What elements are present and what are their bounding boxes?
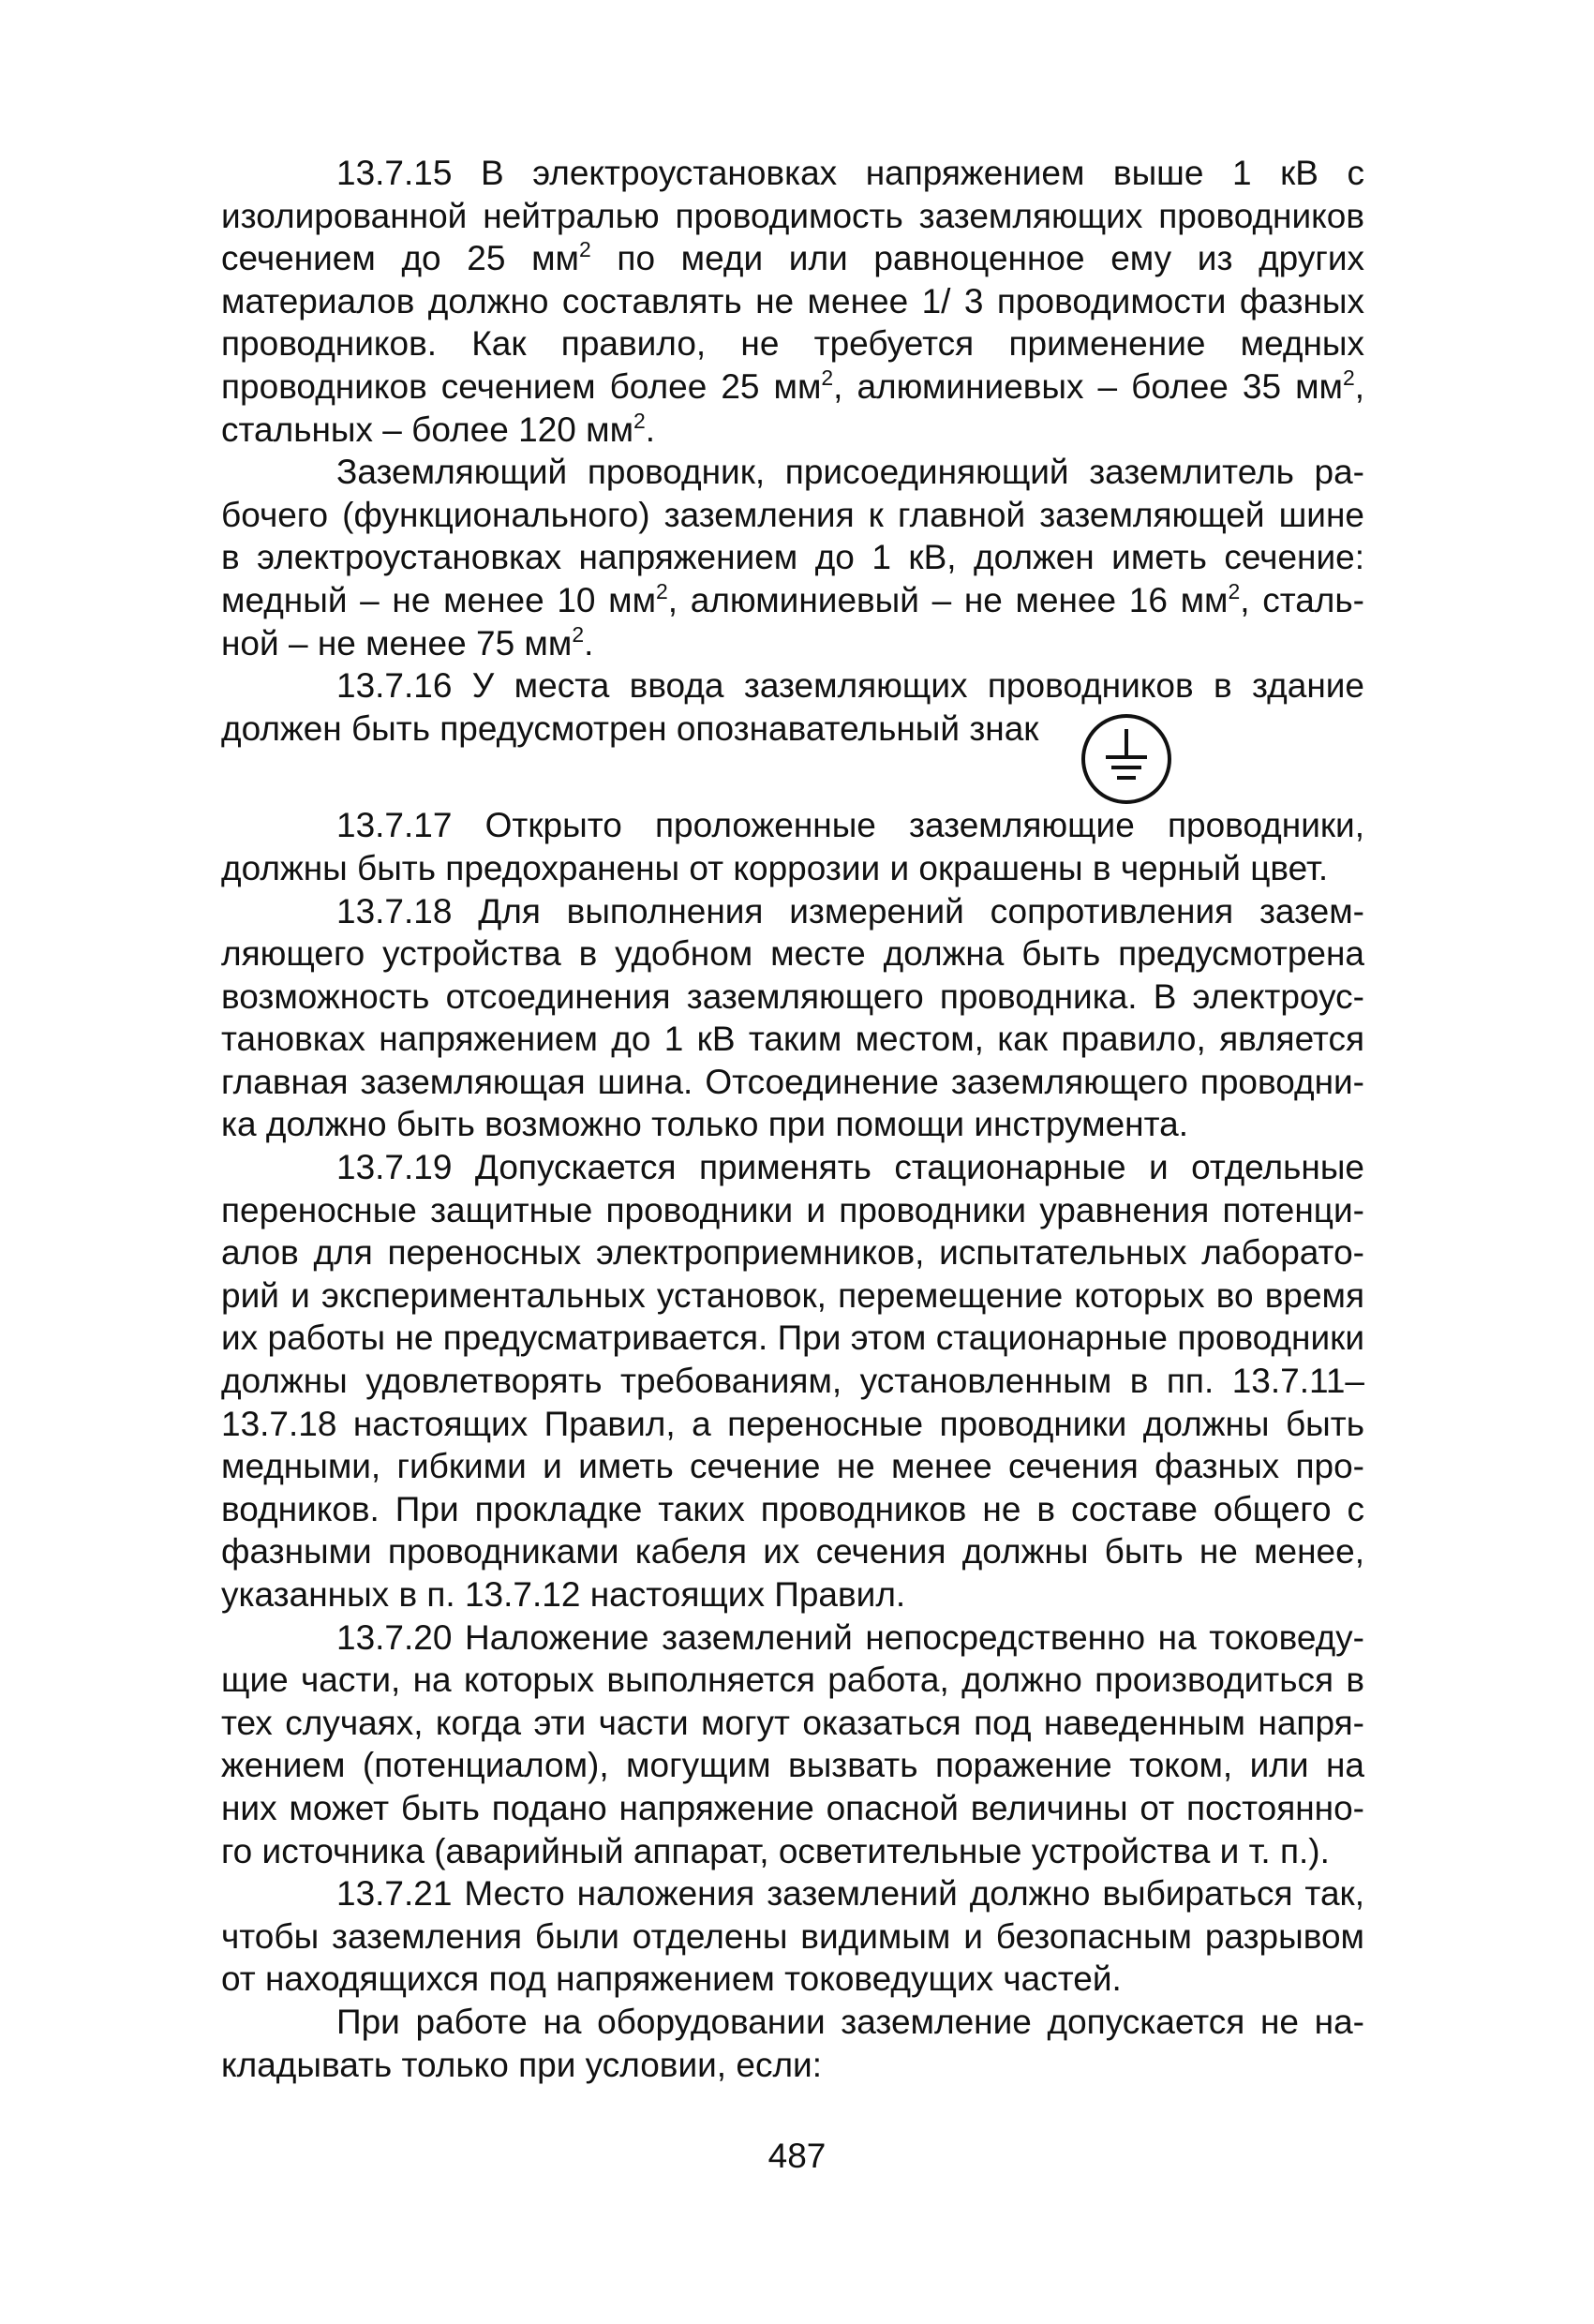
- paragraph-13-7-17: [221, 804, 1364, 889]
- superscript: 2: [578, 236, 591, 261]
- paragraph-13-7-18: [221, 890, 1364, 1147]
- paragraph-text: 13.7.17 Открыто проложенные заземляющие проводники, должны быть предохранены от коррозии и окрашены в черный цвет.: [221, 806, 1364, 887]
- paragraph-text: , алюминиевый – не менее 16 мм: [667, 580, 1229, 619]
- paragraph-13-7-20: [221, 1616, 1364, 1873]
- superscript: 2: [656, 578, 668, 603]
- paragraph-text: , стальной – не менее 75 мм: [221, 580, 1364, 663]
- superscript: 2: [572, 621, 585, 647]
- paragraph-text: 13.7.20 Наложение заземлений непосредственно на токоведущие части, на которых выполняется работа, должно производиться в тех случаях, когда эти части могут оказаться под наведенным напряжением (потенциалом), могущим вызвать поражение током, или на них может быть подано напряжение опасной величины от постоянного источника (аварийный аппарат, осветительные устройства и т. п.).: [221, 1617, 1364, 1870]
- paragraph-text: 13.7.21 Место наложения заземлений должно выбираться так, чтобы заземления были отделены видимым и безопасным разрывом от находящихся под напряжением токоведущих частей.: [221, 1874, 1364, 1999]
- superscript: 2: [821, 365, 834, 390]
- symbol-spacing: [221, 750, 1364, 804]
- paragraph-text: При работе на оборудовании заземление допускается не накладывать только при условии, если:: [221, 2002, 1364, 2084]
- paragraph-text: 13.7.19 Допускается применять стационарные и отдельные переносные защитные проводники и проводники уравнения потенциалов для переносных электроприемников, испытательных лабораторий и экспериментальных установок, перемещение которых во время их работы не предусматривается. При этом стационарные проводники должны удовлетворять требованиям, установленным в пп. 13.7.11–13.7.18 настоящих Правил, а переносные проводники должны быть медными, гибкими и иметь сечение не менее сечения фазных проводников. При прокладке таких проводников не в составе общего с фазными проводниками кабеля их сечения должны быть не менее, указанных в п. 13.7.12 настоящих Правил.: [221, 1148, 1364, 1614]
- superscript: 2: [1228, 578, 1241, 603]
- superscript: 2: [633, 408, 646, 433]
- paragraph-equipment-work: [221, 2001, 1364, 2086]
- paragraph-13-7-21: [221, 1872, 1364, 2001]
- paragraph-13-7-15: [221, 152, 1364, 451]
- paragraph-text: 13.7.15 В электроустановках напряжением выше 1 кВ с изолированной нейтралью проводимость заземляющих проводников сечением до 25 мм: [221, 154, 1364, 278]
- protective-earth-symbol-icon: [1080, 712, 1173, 806]
- paragraph-13-7-19: [221, 1146, 1364, 1616]
- paragraph-text: .: [584, 623, 594, 663]
- paragraph-text: по меди или равноценное ему из других материалов должно составлять не менее 1/ 3 проводимости фазных проводников. Как правило, не требуется применение медных проводников сечением более 25 мм: [221, 239, 1364, 406]
- page-number: 487: [767, 2137, 827, 2175]
- paragraph-grounding-conductor: [221, 451, 1364, 664]
- paragraph-text: 13.7.18 Для выполнения измерений сопротивления заземляющего устройства в удобном месте должна быть предусмотрена возможность отсоединения заземляющего проводника. В электроустановках напряжением до 1 кВ таким местом, как правило, является главная заземляющая шина. Отсоединение заземляющего проводника должно быть возможно только при помощи инструмента.: [221, 891, 1364, 1144]
- paragraph-text: .: [645, 410, 656, 449]
- paragraph-text: , алюминиевых – более 35 мм: [833, 366, 1343, 406]
- superscript: 2: [1342, 365, 1355, 390]
- paragraph-text: 13.7.16 У места ввода заземляющих проводников в здание должен быть предусмотрен опознавательный знак: [221, 666, 1364, 748]
- document-body: [221, 152, 1364, 2086]
- paragraph-text: , стальных – более 120 мм: [221, 366, 1364, 449]
- paragraph-13-7-16: [221, 664, 1364, 750]
- paragraph-text: Заземляющий проводник, присоединяющий заземлитель рабочего (функционального) заземления к главной заземляющей шине в электроустановках напряжением до 1 кВ, должен иметь сечение: медный – не менее 10 мм: [221, 453, 1364, 619]
